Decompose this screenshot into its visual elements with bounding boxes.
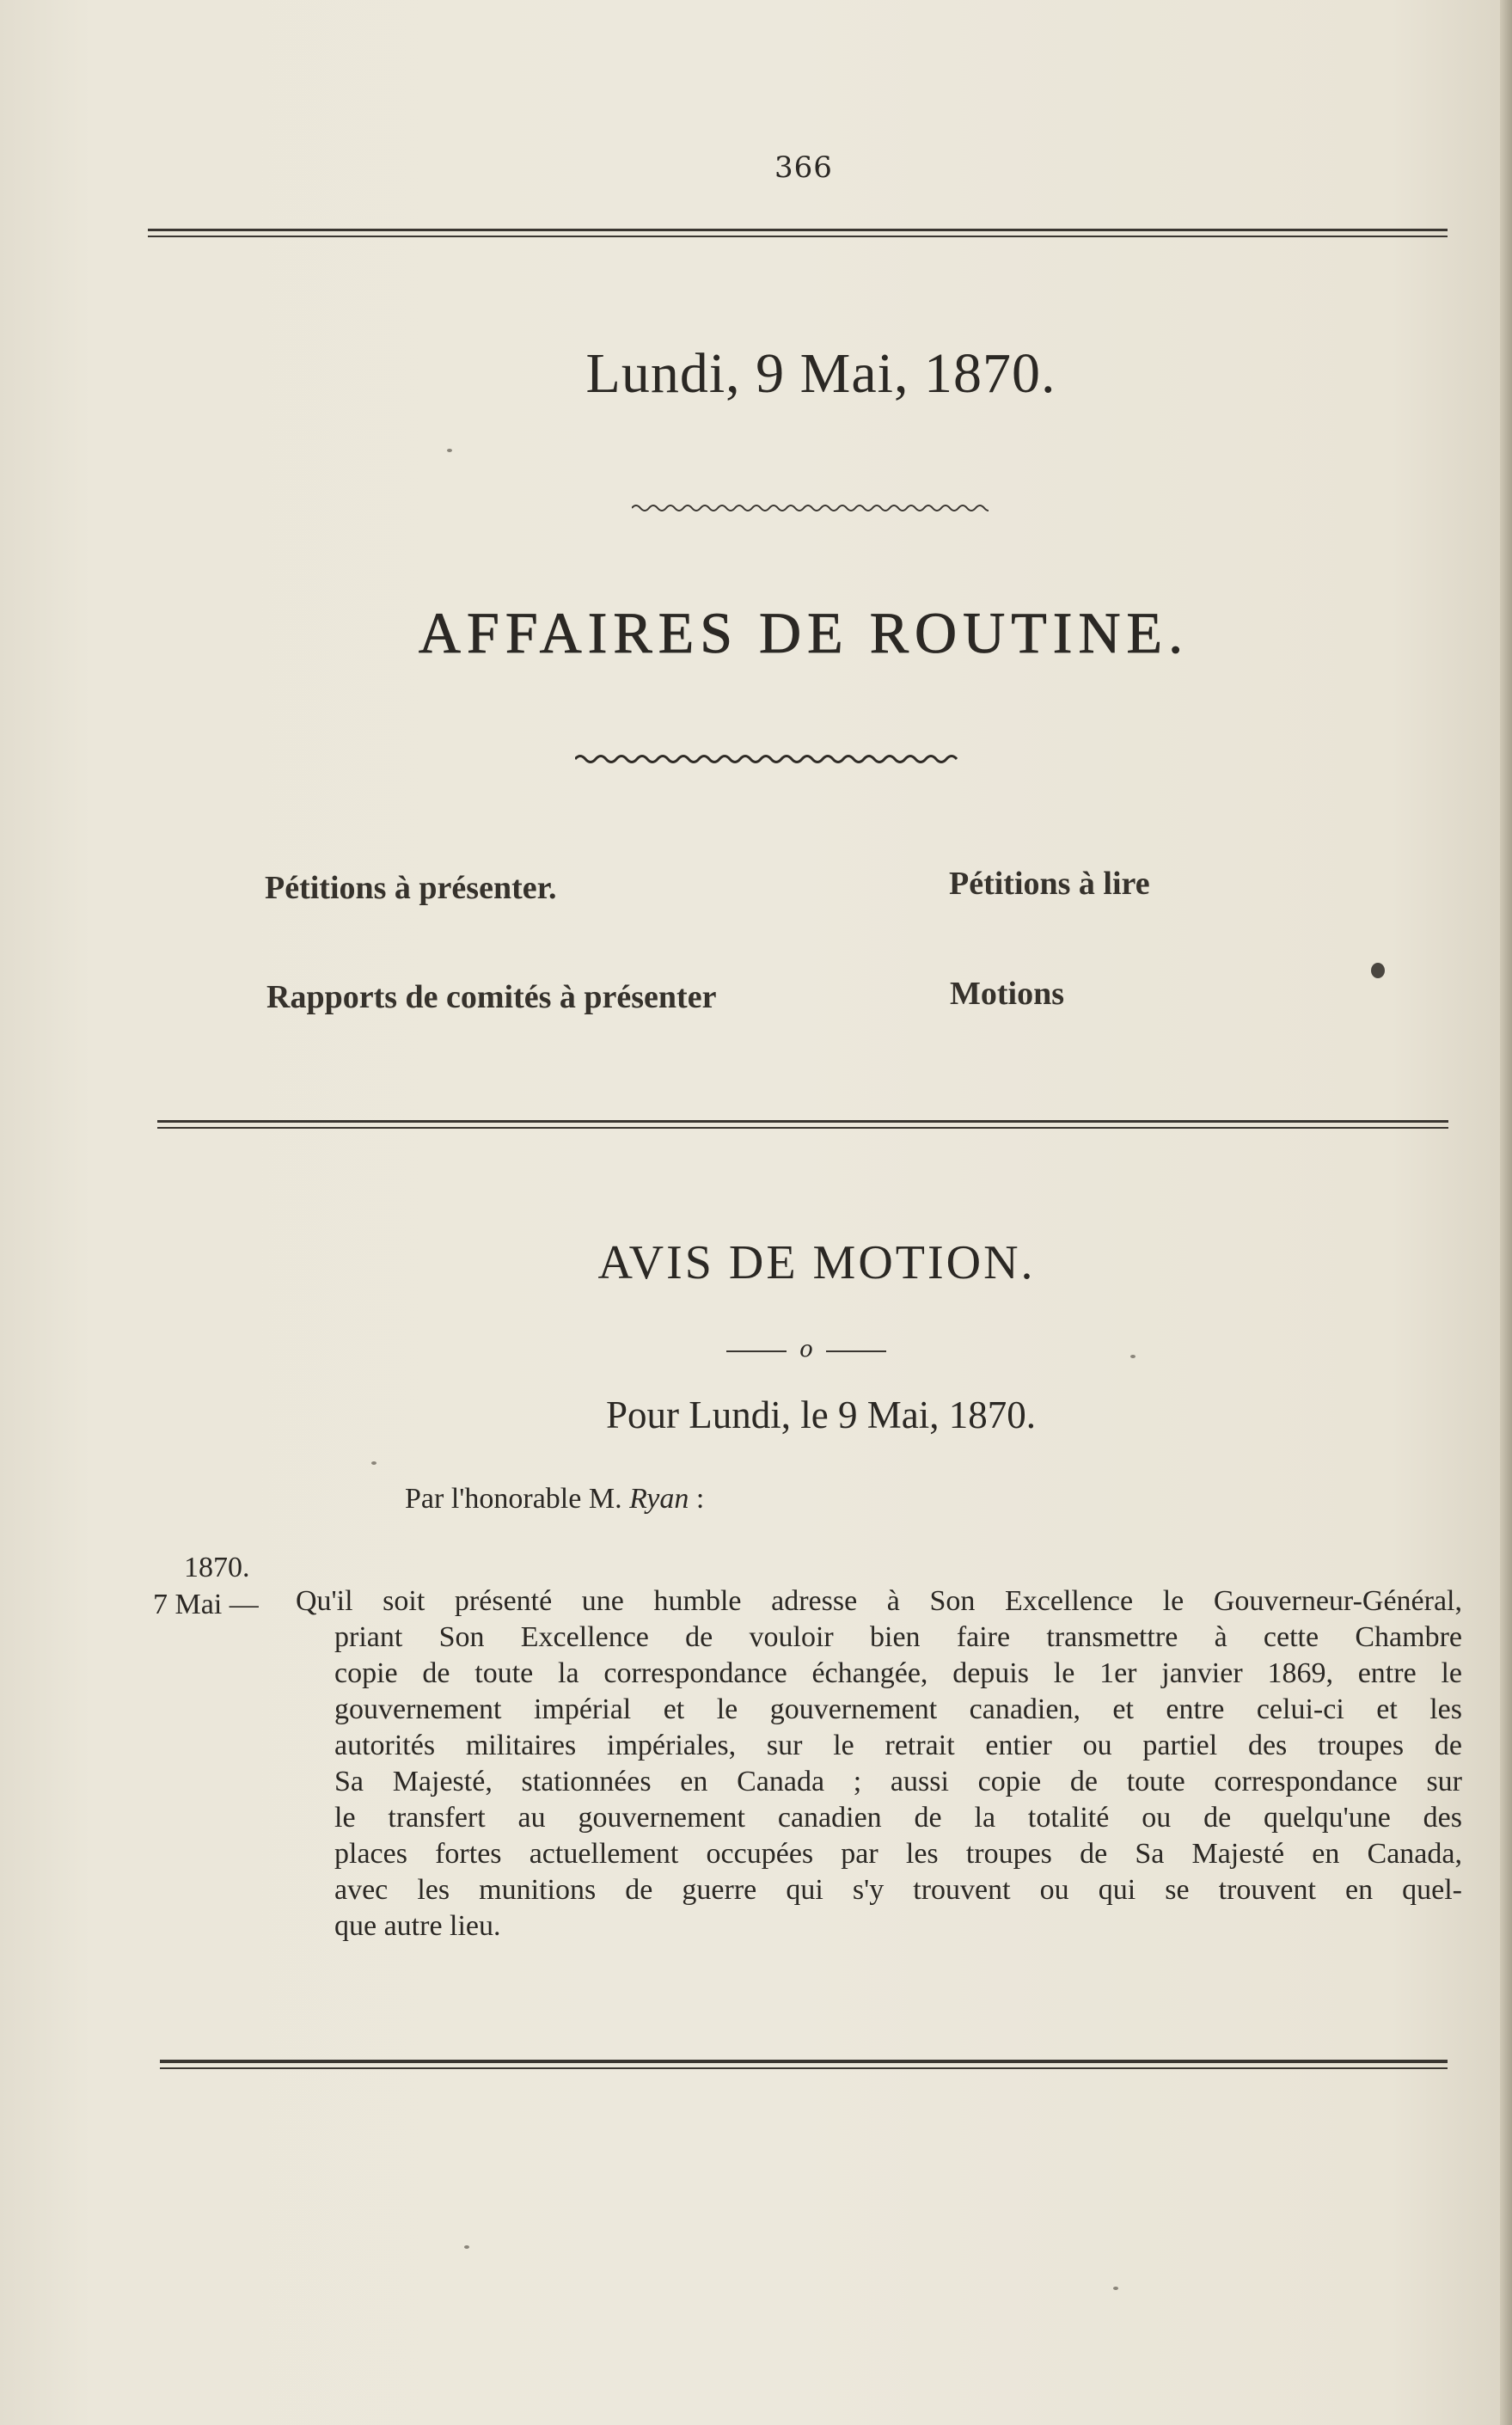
top-double-rule: [148, 229, 1448, 237]
small-separator: o: [726, 1337, 886, 1363]
paper-speck: [1130, 1355, 1136, 1358]
motion-line: priant Son Excellence de vouloir bien faire transmettre à cette Chambre: [334, 1621, 1462, 1653]
paper-speck: [464, 2245, 469, 2249]
motion-line: Qu'il soit présenté une humble adresse à Son Excellence le Gouverneur-Général,: [296, 1585, 1462, 1617]
motion-line: gouvernement impérial et le gouvernement canadien, et entre celui-ci et les: [334, 1693, 1462, 1725]
routine-item-reports-present: Rapports de comités à présenter: [266, 979, 717, 1015]
section-title: AFFAIRES DE ROUTINE.: [418, 600, 1190, 665]
byline-suffix: :: [695, 1483, 705, 1515]
page-number: 366: [774, 150, 833, 185]
notice-title: AVIS DE MOTION.: [597, 1236, 1036, 1289]
paper-speck: [371, 1461, 376, 1465]
middle-double-rule: [157, 1120, 1448, 1129]
paper-speck: [447, 449, 452, 452]
notice-date: Pour Lundi, le 9 Mai, 1870.: [606, 1393, 1036, 1436]
notice-year: 1870.: [184, 1552, 250, 1583]
date-heading: Lundi, 9 Mai, 1870.: [585, 342, 1056, 405]
notice-byline: [405, 1483, 704, 1516]
paper-speck: [1113, 2287, 1118, 2290]
motion-line: copie de toute la correspondance échangée, depuis le 1er janvier 1869, entre le: [334, 1657, 1462, 1689]
motion-line: avec les munitions de guerre qui s'y trouvent ou qui se trouvent en quel-: [334, 1874, 1462, 1906]
routine-item-petitions-present: Pétitions à présenter.: [265, 870, 557, 906]
notice-day: 7 Mai —: [153, 1589, 259, 1620]
byline-name: Ryan: [629, 1483, 689, 1515]
wavy-divider: [575, 753, 958, 765]
motion-line: places fortes actuellement occupées par les troupes de Sa Majesté en Canada,: [334, 1838, 1462, 1870]
motion-text: [296, 1583, 1462, 1944]
ink-dot: [1371, 963, 1385, 978]
routine-item-petitions-read: Pétitions à lire: [949, 866, 1150, 902]
routine-item-motions: Motions: [950, 976, 1064, 1012]
wavy-divider: [632, 502, 989, 514]
motion-line: Sa Majesté, stationnées en Canada ; aussi copie de toute correspondance sur: [334, 1766, 1462, 1797]
motion-line: autorités militaires impériales, sur le retrait entier ou partiel des troupes de: [334, 1730, 1462, 1761]
byline-prefix: Par l'honorable M.: [405, 1483, 622, 1515]
bottom-double-rule: [160, 2060, 1448, 2069]
motion-line: le transfert au gouvernement canadien de la totalité ou de quelqu'une des: [334, 1802, 1462, 1834]
motion-line: que autre lieu.: [334, 1910, 501, 1942]
